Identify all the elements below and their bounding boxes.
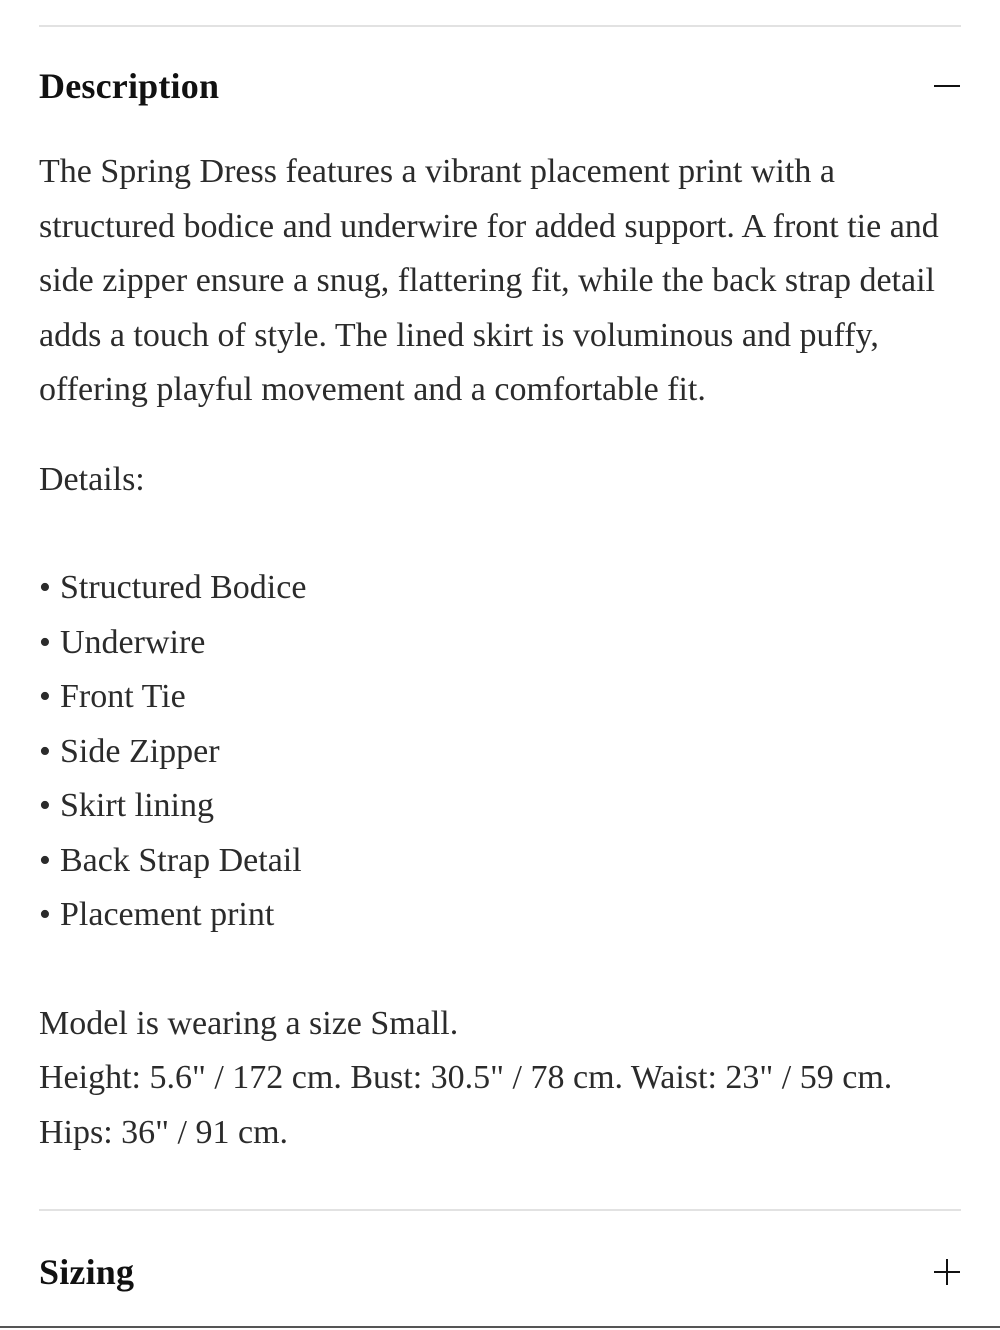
plus-icon[interactable] bbox=[932, 1257, 962, 1287]
model-size-text: Model is wearing a size Small. bbox=[39, 1004, 459, 1042]
list-item: • Structured Bodice bbox=[39, 561, 964, 616]
description-panel bbox=[39, 145, 964, 1160]
sizing-title: Sizing bbox=[39, 1252, 135, 1292]
bullet: • bbox=[39, 569, 51, 606]
description-title: Description bbox=[39, 66, 220, 106]
description-text: The Spring Dress features a vibrant placement print with a structured bodice and underwire for added support. A front tie and side zipper ensure a snug, flattering fit, while the back strap detail adds a touch of style. The lined skirt is voluminous and puffy, offering playful movement and a comfortable fit. bbox=[39, 153, 939, 408]
list-item: • Skirt lining bbox=[39, 779, 964, 834]
bullet: • bbox=[39, 732, 51, 770]
details-label: Details: bbox=[39, 460, 145, 498]
description-accordion-header[interactable] bbox=[39, 56, 961, 116]
bullet: • bbox=[39, 841, 51, 879]
divider-top bbox=[39, 25, 961, 27]
bullet: • bbox=[39, 678, 51, 715]
list-item: • Underwire bbox=[39, 616, 964, 671]
list-item: • Back Strap Detail bbox=[39, 834, 964, 889]
divider-middle bbox=[39, 1209, 961, 1211]
list-item: • Side Zipper bbox=[39, 725, 964, 780]
list-item: • Placement print bbox=[39, 888, 964, 943]
sizing-accordion-header[interactable] bbox=[39, 1242, 961, 1302]
divider-bottom bbox=[0, 1326, 1000, 1328]
details-list bbox=[39, 561, 964, 943]
list-item: • Front Tie bbox=[39, 670, 964, 725]
model-measurements-text: Height: 5.6" / 172 cm. Bust: 30.5" / 78 cm. Waist: 23" / 59 cm. Hips: 36" / 91 cm. bbox=[39, 1059, 893, 1151]
minus-icon[interactable] bbox=[932, 71, 962, 101]
bullet: • bbox=[39, 896, 51, 933]
bullet: • bbox=[39, 623, 51, 661]
bullet: • bbox=[39, 787, 51, 824]
